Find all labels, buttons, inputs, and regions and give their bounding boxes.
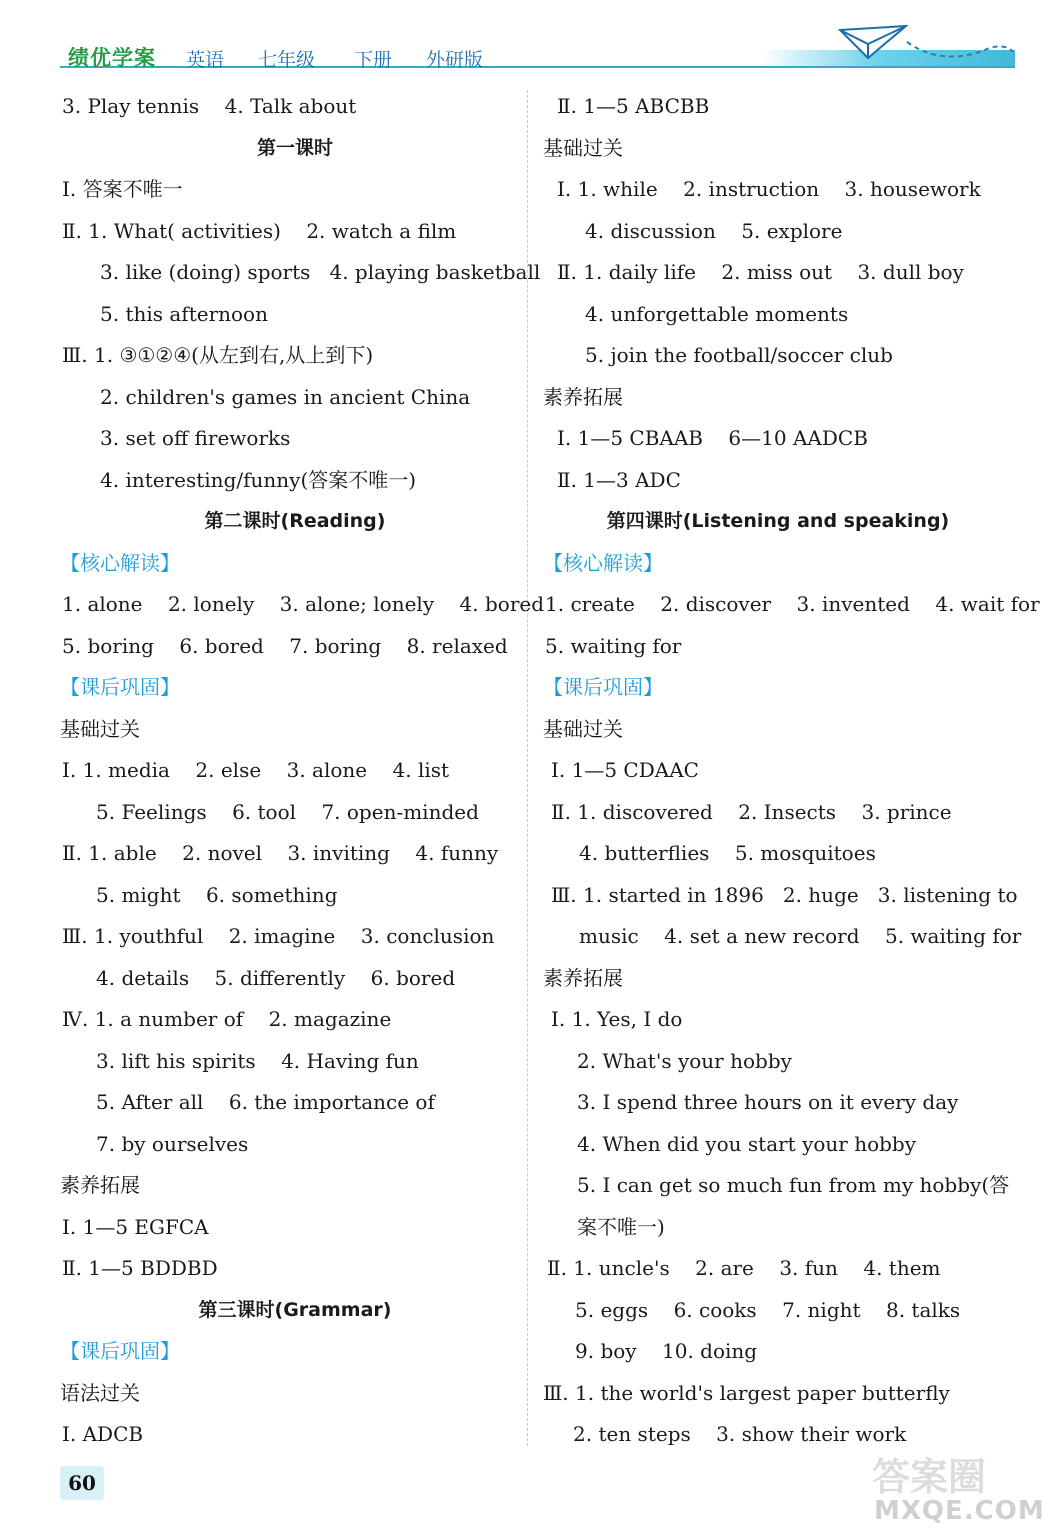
- subject-label: 英语: [186, 49, 225, 71]
- answer-line: Ⅰ. 答案不唯一: [62, 177, 183, 201]
- page-number: 60: [60, 1466, 104, 1500]
- answer-line: 5. boring 6. bored 7. boring 8. relaxed: [62, 633, 508, 658]
- answer-line: 4. butterflies 5. mosquitoes: [579, 841, 876, 865]
- section-heading: 语法过关: [60, 1380, 140, 1405]
- answer-line: 9. boy 10. doing: [575, 1339, 758, 1363]
- answer-line: Ⅱ. 1. able 2. novel 3. inviting 4. funny: [62, 841, 499, 865]
- answer-line: 3. Play tennis 4. Talk about: [62, 94, 357, 118]
- answer-line: 4. When did you start your hobby: [577, 1131, 917, 1156]
- section-heading: 素养拓展: [543, 384, 623, 409]
- answer-line: 2. What's your hobby: [577, 1048, 792, 1073]
- answer-line: Ⅲ. 1. youthful 2. imagine 3. conclusion: [62, 924, 495, 948]
- answer-line: Ⅱ. 1—5 BDDBD: [62, 1256, 218, 1280]
- answer-line: Ⅲ. 1. started in 1896 2. huge 3. listening to: [551, 882, 1018, 907]
- answer-line: Ⅰ. 1—5 CDAAC: [551, 758, 699, 782]
- page-header: [60, 28, 1015, 74]
- section-heading: 素养拓展: [60, 1173, 140, 1197]
- section-tag: 【课后巩固】: [543, 675, 663, 699]
- book-logo: 绩优学案: [68, 46, 156, 70]
- answer-line: 4. discussion 5. explore: [585, 218, 843, 243]
- answer-line: 案不唯一): [577, 1214, 665, 1239]
- answer-line: 5. join the football/soccer club: [585, 343, 893, 367]
- answer-line: Ⅲ. 1. ③①②④(从左到右,从上到下): [62, 343, 374, 367]
- answer-line: 5. I can get so much fun from my hobby(答: [577, 1173, 1010, 1197]
- section-tag: 【课后巩固】: [60, 1339, 180, 1363]
- section-tag: 【核心解读】: [60, 550, 180, 575]
- answer-column-right: [543, 86, 1040, 1456]
- answer-line: 2. children's games in ancient China: [100, 384, 471, 409]
- answer-line: Ⅱ. 1—5 ABCBB: [557, 94, 710, 118]
- section-heading: 基础过关: [543, 135, 623, 160]
- answer-line: Ⅰ. 1—5 CBAAB 6—10 AADCB: [557, 426, 868, 450]
- lesson-heading: 第四课时(Listening and speaking): [606, 510, 950, 532]
- answer-line: 2. ten steps 3. show their work: [573, 1422, 907, 1446]
- answer-line: Ⅰ. ADCB: [62, 1422, 144, 1446]
- section-heading: 基础过关: [543, 716, 623, 741]
- answer-line: Ⅲ. 1. the world's largest paper butterfly: [543, 1380, 950, 1405]
- answer-line: 1. create 2. discover 3. invented 4. wait for: [545, 592, 1040, 616]
- paper-plane-icon: [838, 24, 908, 60]
- section-heading: 基础过关: [60, 716, 140, 741]
- answer-line: Ⅱ. 1. daily life 2. miss out 3. dull boy: [557, 260, 964, 284]
- answer-line: 5. this afternoon: [100, 301, 268, 326]
- lesson-heading: 第一课时: [256, 136, 333, 159]
- answer-line: 7. by ourselves: [96, 1131, 249, 1156]
- answer-line: Ⅰ. 1. Yes, I do: [551, 1007, 683, 1031]
- answer-line: 3. I spend three hours on it every day: [577, 1090, 959, 1114]
- lesson-heading: 第二课时(Reading): [204, 510, 386, 532]
- answer-line: 1. alone 2. lonely 3. alone; lonely 4. bored: [62, 592, 545, 616]
- grade-label: 七年级: [258, 49, 316, 71]
- flight-path-icon: [905, 32, 1015, 62]
- section-tag: 【核心解读】: [543, 550, 663, 575]
- answer-line: 5. might 6. something: [96, 882, 338, 907]
- section-tag: 【课后巩固】: [60, 675, 180, 699]
- watermark-text: MXQE.COM: [874, 1496, 1045, 1526]
- answer-line: Ⅰ. 1—5 EGFCA: [62, 1214, 209, 1239]
- edition-label: 外研版: [426, 49, 484, 71]
- answer-column-left: [60, 86, 545, 1456]
- answer-line: music 4. set a new record 5. waiting for: [579, 924, 1022, 948]
- answer-line: 3. set off fireworks: [100, 426, 291, 450]
- answer-line: Ⅰ. 1. while 2. instruction 3. housework: [557, 177, 981, 201]
- volume-label: 下册: [354, 49, 393, 71]
- answer-line: 5. eggs 6. cooks 7. night 8. talks: [575, 1297, 961, 1322]
- section-heading: 素养拓展: [543, 965, 623, 990]
- svg-text:答案圈: 答案圈: [872, 1455, 987, 1499]
- answer-line: 3. lift his spirits 4. Having fun: [96, 1048, 419, 1073]
- lesson-heading: 第三课时(Grammar): [198, 1298, 392, 1321]
- answer-line: 5. waiting for: [545, 633, 682, 658]
- answer-line: 4. interesting/funny(答案不唯一): [100, 467, 417, 492]
- answer-line: Ⅰ. 1. media 2. else 3. alone 4. list: [62, 758, 450, 782]
- answer-line: Ⅱ. 1—3 ADC: [557, 467, 681, 492]
- answer-line: Ⅱ. 1. discovered 2. Insects 3. prince: [551, 799, 952, 824]
- answer-line: 4. details 5. differently 6. bored: [96, 965, 456, 990]
- answer-line: Ⅱ. 1. What( activities) 2. watch a film: [62, 218, 457, 243]
- answer-line: Ⅱ. 1. uncle's 2. are 3. fun 4. them: [547, 1256, 941, 1280]
- answer-line: 4. unforgettable moments: [585, 301, 849, 326]
- answer-line: 5. After all 6. the importance of: [96, 1090, 435, 1114]
- answer-line: 3. like (doing) sports 4. playing basketball: [100, 260, 541, 284]
- answer-line: 5. Feelings 6. tool 7. open-minded: [96, 799, 479, 824]
- answer-line: Ⅳ. 1. a number of 2. magazine: [62, 1007, 392, 1031]
